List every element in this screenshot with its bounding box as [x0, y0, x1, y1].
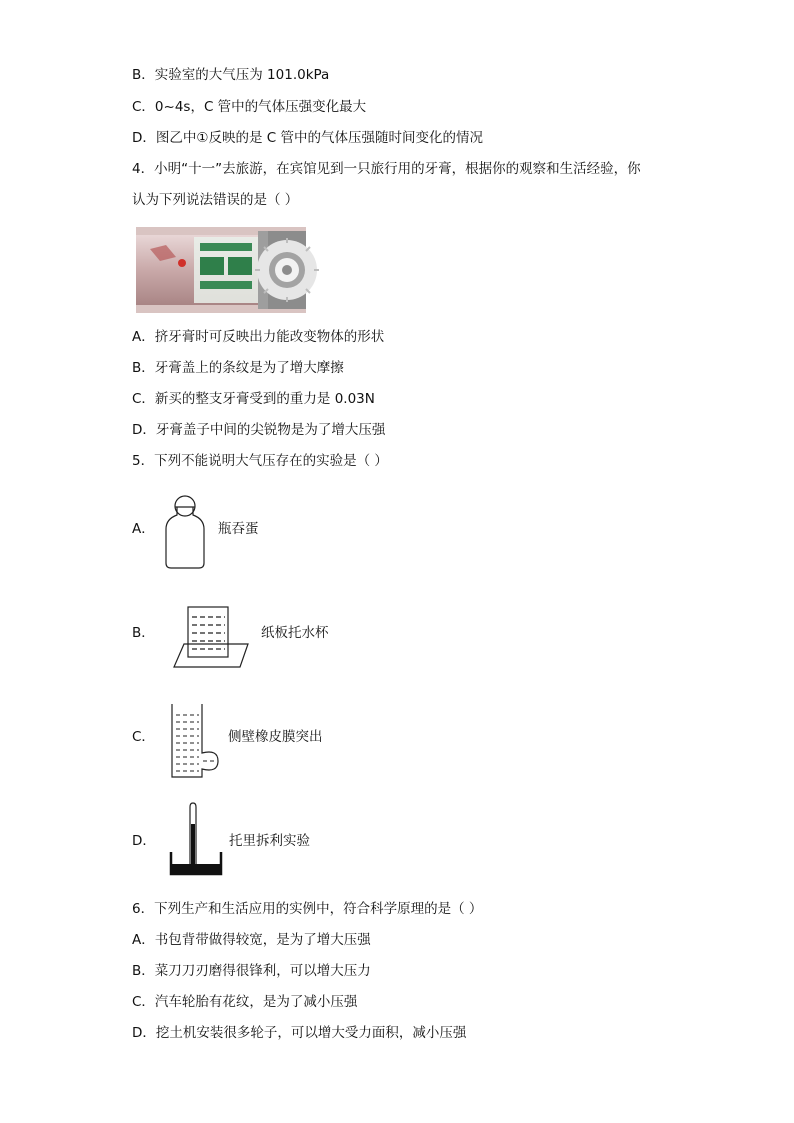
q5-option-b-caption: 纸板托水杯	[261, 625, 329, 641]
q4-option-a: A．挤牙膏时可反映出力能改变物体的形状	[132, 329, 385, 345]
q4-option-d: D．牙膏盖子中间的尖锐物是为了增大压强	[132, 422, 386, 438]
q5-option-a-caption: 瓶吞蛋	[218, 521, 259, 537]
q5-option-d-caption: 托里拆利实验	[229, 833, 310, 849]
q5-stem: 5．下列不能说明大气压存在的实验是（ ）	[132, 453, 388, 469]
bottle-egg-figure	[164, 495, 210, 569]
q6-stem: 6．下列生产和生活应用的实例中，符合科学原理的是（ ）	[132, 901, 483, 917]
q3-option-c: C．0~4s，C 管中的气体压强变化最大	[132, 99, 367, 115]
q5-option-c-label: C．	[132, 729, 155, 745]
rubber-membrane-figure	[170, 703, 222, 779]
toothpaste-photo	[136, 227, 306, 313]
q5-option-c-caption: 侧壁橡皮膜突出	[228, 729, 323, 745]
q4-option-b: B．牙膏盖上的条纹是为了增大摩擦	[132, 360, 344, 376]
q5-option-d-label: D．	[132, 833, 156, 849]
q4-option-c: C．新买的整支牙膏受到的重力是 0.03N	[132, 391, 375, 407]
q6-option-d: D．挖土机安装很多轮子，可以增大受力面积，减小压强	[132, 1025, 467, 1041]
q4-stem-line1: 4．小明“十一”去旅游，在宾馆见到一只旅行用的牙膏，根据你的观察和生活经验，你	[132, 161, 641, 177]
cup-cardboard-figure	[172, 606, 254, 668]
q4-stem-line2: 认为下列说法错误的是（ ）	[132, 192, 299, 208]
q6-option-c: C．汽车轮胎有花纹，是为了减小压强	[132, 994, 358, 1010]
q6-option-a: A．书包背带做得较宽，是为了增大压强	[132, 932, 371, 948]
q3-option-b: B．实验室的大气压为 101.0kPa	[132, 67, 330, 83]
q6-option-b: B．菜刀刀刃磨得很锋利，可以增大压力	[132, 963, 371, 979]
q5-option-b-label: B．	[132, 625, 155, 641]
q5-option-a-label: A．	[132, 521, 155, 537]
torricelli-figure	[168, 802, 224, 876]
q3-option-d: D．图乙中①反映的是 C 管中的气体压强随时间变化的情况	[132, 130, 484, 146]
